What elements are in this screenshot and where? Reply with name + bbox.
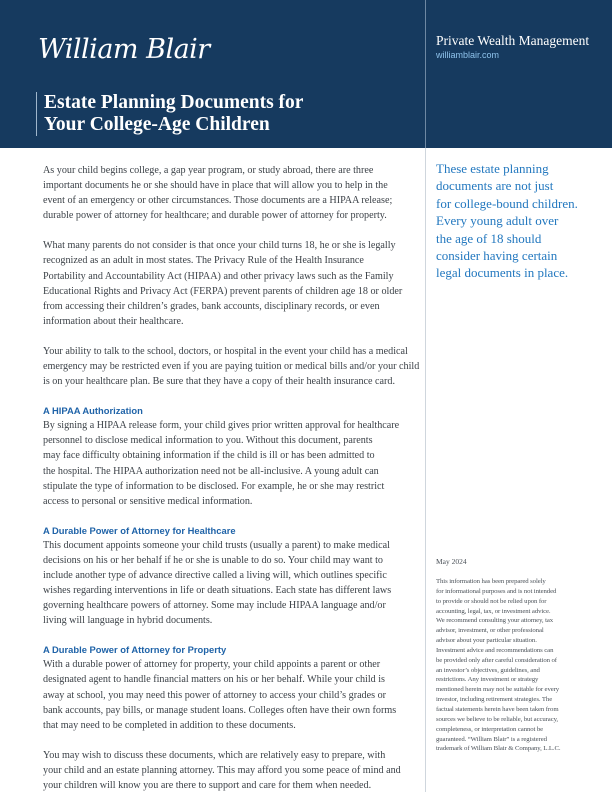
text-line: information about their healthcare. xyxy=(43,315,184,327)
callout-line: for college-bound children. xyxy=(436,195,578,211)
text-line: stipulate the type of information to be disclosed. For example, he or she may restrict xyxy=(43,480,385,492)
hipaa-section xyxy=(43,403,415,509)
text-line: designated agent to handle financial matters on his or her behalf. While your child is xyxy=(43,674,385,686)
text-line: bank accounts, pay bills, or manage student loans. Colleges often have their own forms xyxy=(43,704,397,716)
main-content xyxy=(43,163,420,792)
text-line: the hospital. The HIPAA authorization need not be all-inclusive. A young adult can xyxy=(43,465,379,477)
publish-date: May 2024 xyxy=(436,557,467,566)
title-line: Your College-Age Children xyxy=(44,114,270,135)
text-line: What many parents do not consider is that once your child turns 18, he or she is legally xyxy=(43,240,396,252)
text-line: living will language in hybrid documents. xyxy=(43,615,213,627)
callout-line: consider having certain xyxy=(436,248,558,264)
text-line: may face difficulty obtaining information if the child is ill or has been admitted to xyxy=(43,450,375,462)
text-line: decisions on his or her behalf if he or she is unable to do so. Your child may want to xyxy=(43,554,383,566)
disclaimer-line: factual statements herein have been taken from xyxy=(436,705,559,713)
property-poa-section xyxy=(43,642,415,732)
title-accent-rule xyxy=(36,92,37,136)
text-line: With a durable power of attorney for property, your child appoints a parent or other xyxy=(43,659,381,671)
callout-line: legal documents in place. xyxy=(436,265,569,281)
disclaimer-line: sources we believe to be reliable, but accuracy, xyxy=(436,715,559,723)
intro-paragraph xyxy=(43,163,415,223)
disclaimer-line: restrictions. Any investment or strategy xyxy=(436,676,539,684)
william-blair-logo: William Blair xyxy=(38,34,210,65)
callout-line: Every young adult over xyxy=(436,213,559,229)
text-line: your child and an estate planning attorney. This may afford you some peace of mind and xyxy=(43,764,401,776)
text-line: include another type of advance directive called a living will, which outlines specific xyxy=(43,569,387,581)
text-line: your children will know you are there to support and care for them when needed. xyxy=(43,780,372,791)
disclaimer-line: This information has been prepared solely xyxy=(436,578,546,585)
disclaimer-line: Investment advice and recommendations can xyxy=(436,646,554,654)
header-banner xyxy=(0,0,612,148)
website-link[interactable]: williamblair.com xyxy=(436,50,500,60)
healthcare-poa-section xyxy=(43,523,415,629)
disclaimer-line: an investor’s objectives, guidelines, and xyxy=(436,666,540,674)
section-heading: A HIPAA Authorization xyxy=(43,405,143,417)
emergency-paragraph xyxy=(43,344,420,389)
text-line: access to personal or sensitive medical information. xyxy=(43,495,253,507)
disclaimer-line: be provided only after careful consideration of xyxy=(436,656,557,664)
text-line: You may wish to discuss these documents, which are relatively easy to prepare, with xyxy=(43,749,386,761)
text-line: recognized as an adult in most states. The Privacy Rule of the Health Insurance xyxy=(43,255,364,267)
disclaimer-line: completeness, or interpretation cannot be xyxy=(436,725,544,733)
disclaimer-line: guaranteed. “William Blair” is a registered xyxy=(436,735,547,743)
text-line: personnel to disclose medical information to you. Without this document, parents xyxy=(43,435,373,447)
header-divider xyxy=(425,0,426,148)
text-line: from accessing their children’s grades, bank accounts, disciplinary records, or even xyxy=(43,300,380,312)
text-line: governing healthcare powers of attorney. Some may include HIPAA language and/or xyxy=(43,600,386,612)
text-line: Portability and Accountability Act (HIPAA) and other privacy laws such as the Family xyxy=(43,270,394,282)
text-line: emergency may be restricted even if you are paying tuition or medical bills and/or your child xyxy=(43,361,420,373)
text-line: is on your healthcare plan. Be sure that they have a copy of their health insurance card. xyxy=(43,376,395,388)
text-line: durable power of attorney for healthcare; and durable power of attorney for property. xyxy=(43,210,387,222)
disclaimer-line: We recommend consulting your attorney, tax xyxy=(436,617,554,625)
closing-paragraph xyxy=(43,748,415,792)
page-title xyxy=(44,92,303,136)
disclaimer-line: investor, including retirement strategies. The xyxy=(436,696,553,704)
disclaimer-line: advisor about your particular situation. xyxy=(436,637,537,645)
text-line: away at school, you may need this power of attorney to access your child’s grades or xyxy=(43,689,387,701)
disclaimer-line: trademark of William Blair & Company, L.L.C. xyxy=(436,745,561,753)
callout-line: the age of 18 should xyxy=(436,230,542,246)
adult-status-paragraph xyxy=(43,238,415,329)
callout-quote xyxy=(436,160,606,282)
text-line: that may need to be completed in addition to these documents. xyxy=(43,719,296,731)
disclaimer xyxy=(436,577,608,754)
title-line: Estate Planning Documents for xyxy=(44,92,304,113)
section-heading: A Durable Power of Attorney for Property xyxy=(43,644,227,656)
disclaimer-line: for informational purposes and is not intended xyxy=(436,587,557,595)
text-line: By signing a HIPAA release form, your child gives prior written approval for healthcare xyxy=(43,420,400,432)
callout-line: documents are not just xyxy=(436,178,554,194)
text-line: This document appoints someone your child trusts (usually a parent) to make medical xyxy=(43,539,390,551)
text-line: Your ability to talk to the school, doctors, or hospital in the event your child has a medical xyxy=(43,345,408,357)
disclaimer-line: advisor, investment, or other professional xyxy=(436,627,544,635)
disclaimer-line: accounting, legal, tax, or investment advice. xyxy=(436,607,551,615)
text-line: As your child begins college, a gap year program, or study abroad, there are three xyxy=(43,165,374,176)
callout-line: These estate planning xyxy=(436,161,549,176)
sidebar-divider xyxy=(425,148,426,792)
disclaimer-line: to provide or should not be relied upon for xyxy=(436,597,547,605)
text-line: important documents he or she should have in place that will allow you to help in the xyxy=(43,180,388,192)
text-line: event of an emergency or other circumstances. Those documents are a HIPAA release; xyxy=(43,195,393,207)
section-heading: A Durable Power of Attorney for Healthcare xyxy=(43,524,236,536)
brand-title: Private Wealth Management xyxy=(436,33,590,48)
disclaimer-line: mentioned herein may not be suitable for every xyxy=(436,686,560,694)
text-line: Educational Rights and Privacy Act (FERPA) prevent parents of children age 18 or older xyxy=(43,285,403,297)
text-line: wishes regarding interventions in life or death situations. Each state has different laws xyxy=(43,585,392,597)
